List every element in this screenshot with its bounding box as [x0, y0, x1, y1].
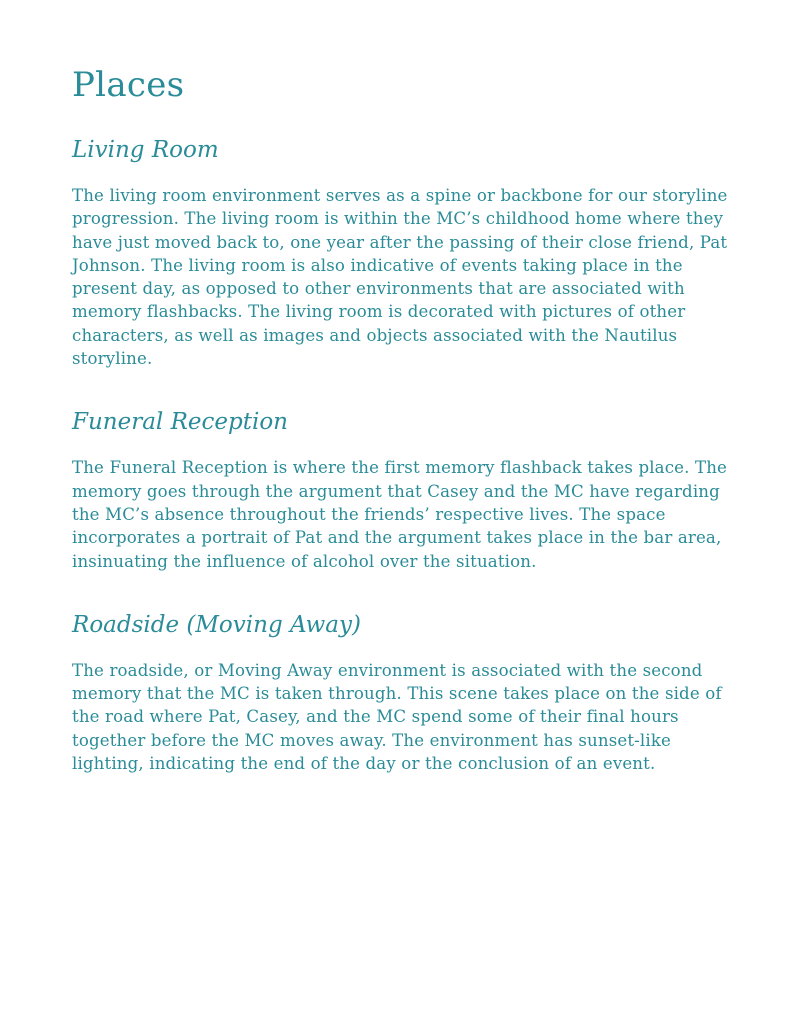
section-living-room	[72, 134, 752, 370]
section-body-roadside: The roadside, or Moving Away environment is associated with the second memory that the MC is taken through. This scene takes place on the side of the road where Pat, Casey, and the MC spend some of their final hours together before the MC moves away. The environment has sunset-like lighting, indicating the end of the day or the conclusion of an event.	[72, 660, 722, 774]
section-heading-roadside: Roadside (Moving Away)	[72, 611, 361, 638]
section-heading-funeral-reception: Funeral Reception	[72, 409, 288, 436]
section-heading-living-room: Living Room	[72, 137, 219, 163]
section-body-funeral-reception: The Funeral Reception is where the first memory flashback takes place. The memory goes through the argument that Casey and the MC have regarding the MC’s absence throughout the friends’ respective lives. The space incorporates a portrait of Pat and the argument takes place in the bar area, insinuating the influence of alcohol over the situation.	[72, 458, 727, 571]
section-roadside	[72, 609, 752, 775]
document-page	[72, 62, 752, 811]
section-body-living-room: The living room environment serves as a spine or backbone for our storyline progression. The living room is within the MC’s childhood home where they have just moved back to, one year after the passing of their close friend, Pat Johnson. The living room is also indicative of events taking place in the present day, as opposed to other environments that are associated with memory flashbacks. The living room is decorated with pictures of other characters, as well as images and objects associated with the Nautilus storyline.	[72, 186, 728, 369]
section-funeral-reception	[72, 406, 752, 572]
page-title: Places	[72, 65, 185, 105]
